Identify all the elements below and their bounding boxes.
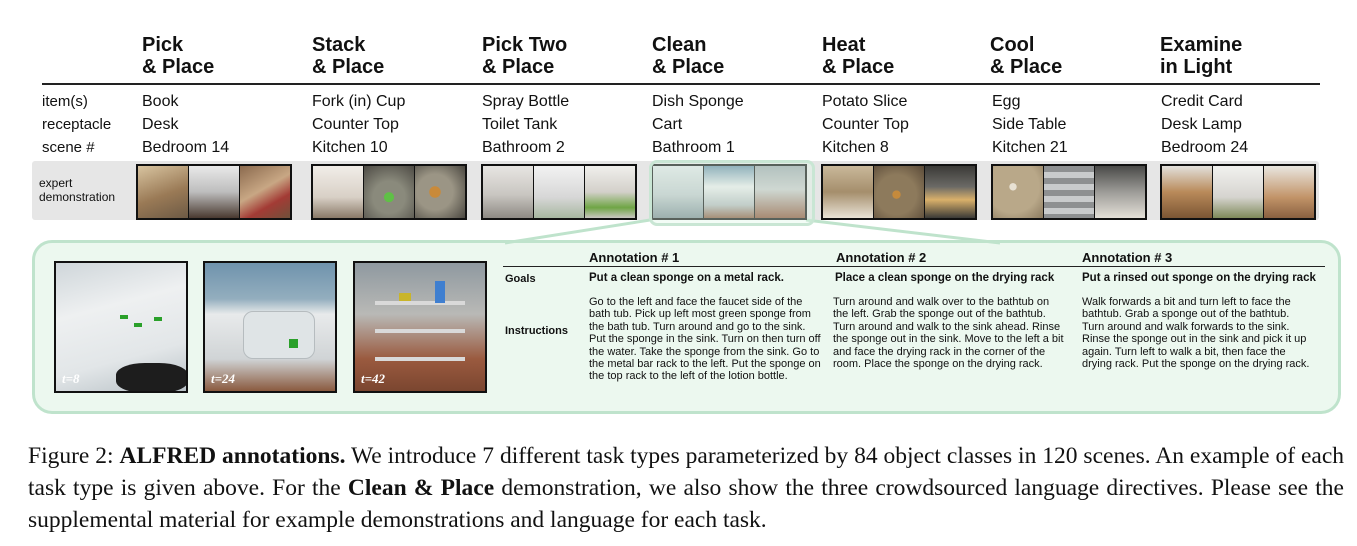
rack-shelf (375, 329, 465, 333)
annotation-goal: Put a clean sponge on a metal rack. (589, 272, 784, 284)
caption-text: We introduce 7 different task types parameterized by 84 object classes in 120 scenes. An example of each task type is given above. For the (28, 443, 1344, 501)
rack-shelf (375, 301, 465, 305)
sponge-marker (154, 317, 162, 321)
rack-shelf (375, 357, 465, 361)
frame-rack (353, 261, 487, 393)
bath-mat (116, 363, 188, 393)
instructions-label: Instructions (505, 325, 568, 337)
demo-thumbs-heat-place (821, 164, 977, 220)
sponge-marker (134, 323, 142, 327)
cell-scene: Kitchen 21 (992, 139, 1068, 156)
task-title-cool-place: Cool & Place (990, 34, 1063, 78)
sponge-marker (120, 315, 128, 319)
demo-frame (993, 166, 1043, 218)
figure-caption (28, 440, 1344, 536)
cell-item: Spray Bottle (482, 93, 570, 110)
annotation-instructions: Go to the left and face the faucet side of the bath tub. Pick up left most green sponge from the bath tub. Turn around and go to the sink. Put the sponge in the sink. Turn on then turn off the water. Take the sponge from the sink. Go to the metal bar rack to the left. Put the sponge on the top rack to the left of the lotion bottle. (589, 296, 821, 383)
annotation-goal: Place a clean sponge on the drying rack (835, 272, 1055, 284)
demo-frame (1213, 166, 1263, 218)
task-title-examine-light: Examine in Light (1160, 34, 1243, 78)
lotion-bottle (435, 281, 445, 303)
task-title-pick-place: Pick & Place (142, 34, 215, 78)
sponge-marker (289, 339, 298, 348)
cell-scene: Bathroom 1 (652, 139, 735, 156)
demo-thumbs-pick-two-place (481, 164, 637, 220)
demo-frame (483, 166, 533, 218)
demo-frame (313, 166, 363, 218)
annotation-heading: Annotation # 1 (589, 250, 680, 265)
row-label-demo: expert demonstration (39, 176, 116, 204)
annotation-instructions: Turn around and walk over to the bathtub on the left. Grab the sponge out of the bathtub. Turn around and walk to the sink ahead. Rinse the sponge out in the sink. Move to the left a bit and face the drying rack in the corner of the room. Place the sponge on the drying rack. (833, 296, 1064, 371)
cell-scene: Kitchen 8 (822, 139, 889, 156)
goals-label: Goals (505, 273, 536, 285)
cell-receptacle: Counter Top (312, 116, 399, 133)
demo-frame (138, 166, 188, 218)
demo-frame (189, 166, 239, 218)
cell-item: Egg (992, 93, 1021, 110)
annotation-heading: Annotation # 2 (836, 250, 927, 265)
demo-frame (240, 166, 290, 218)
row-label-items: item(s) (42, 93, 88, 110)
task-title-pick-two-place: Pick Two & Place (482, 34, 568, 78)
task-title-heat-place: Heat & Place (822, 34, 895, 78)
cell-scene: Kitchen 10 (312, 139, 388, 156)
clean-place-highlight (649, 160, 815, 226)
demo-frame (585, 166, 635, 218)
demo-frame (1044, 166, 1094, 218)
demo-frame (415, 166, 465, 218)
annotation-instructions: Walk forwards a bit and turn left to face the bathtub. Grab a sponge out of the bathtub. Turn around and walk forwards to the sink. Rinse the sponge out in the sink and pick it up again. Turn left to walk a bit, then face the drying rack. Put the sponge on the drying rack. (1082, 296, 1310, 371)
cell-scene: Bedroom 24 (1161, 139, 1249, 156)
demo-frame (534, 166, 584, 218)
cell-receptacle: Desk Lamp (1161, 116, 1242, 133)
row-label-scene: scene # (42, 139, 95, 156)
cell-scene: Bathroom 2 (482, 139, 565, 156)
time-label: t=42 (361, 371, 386, 386)
demo-frame (1264, 166, 1314, 218)
header-rule (42, 83, 1320, 85)
cell-item: Potato Slice (822, 93, 908, 110)
demo-frame (925, 166, 975, 218)
frame-bathtub (54, 261, 188, 393)
cell-item: Book (142, 93, 179, 110)
sink-basin (243, 311, 315, 359)
cell-receptacle: Toilet Tank (482, 116, 558, 133)
sponge-marker (399, 293, 411, 301)
cell-receptacle: Desk (142, 116, 179, 133)
demo-frame (874, 166, 924, 218)
demo-frame (823, 166, 873, 218)
cell-item: Dish Sponge (652, 93, 744, 110)
demo-frame (1162, 166, 1212, 218)
task-title-stack-place: Stack & Place (312, 34, 385, 78)
demo-thumbs-pick-place (136, 164, 292, 220)
caption-prefix: Figure 2: (28, 443, 120, 469)
annotation-heading: Annotation # 3 (1082, 250, 1173, 265)
cell-item: Credit Card (1161, 93, 1243, 110)
caption-task: Clean & Place (347, 475, 495, 501)
demo-frame (1095, 166, 1145, 218)
demo-frame (364, 166, 414, 218)
task-title-clean-place: Clean & Place (652, 34, 725, 78)
time-label: t=24 (211, 371, 236, 386)
caption-title: ALFRED annotations. (119, 443, 346, 469)
frame-sink (203, 261, 337, 393)
cell-scene: Bedroom 14 (142, 139, 230, 156)
cell-receptacle: Side Table (992, 116, 1067, 133)
annotation-goal: Put a rinsed out sponge on the drying rack (1082, 272, 1316, 284)
cell-receptacle: Cart (652, 116, 683, 133)
demo-thumbs-stack-place (311, 164, 467, 220)
cell-item: Fork (in) Cup (312, 93, 406, 110)
demo-thumbs-cool-place (991, 164, 1147, 220)
demo-thumbs-examine-light (1160, 164, 1316, 220)
time-label: t=8 (62, 371, 80, 386)
annotation-rule (503, 266, 1325, 267)
cell-receptacle: Counter Top (822, 116, 909, 133)
row-label-receptacle: receptacle (42, 116, 112, 133)
caption-text: demonstration, we also show the three crowdsourced language directives. Please see the supplemental material for example demonstrations and language for each task. (28, 475, 1344, 533)
